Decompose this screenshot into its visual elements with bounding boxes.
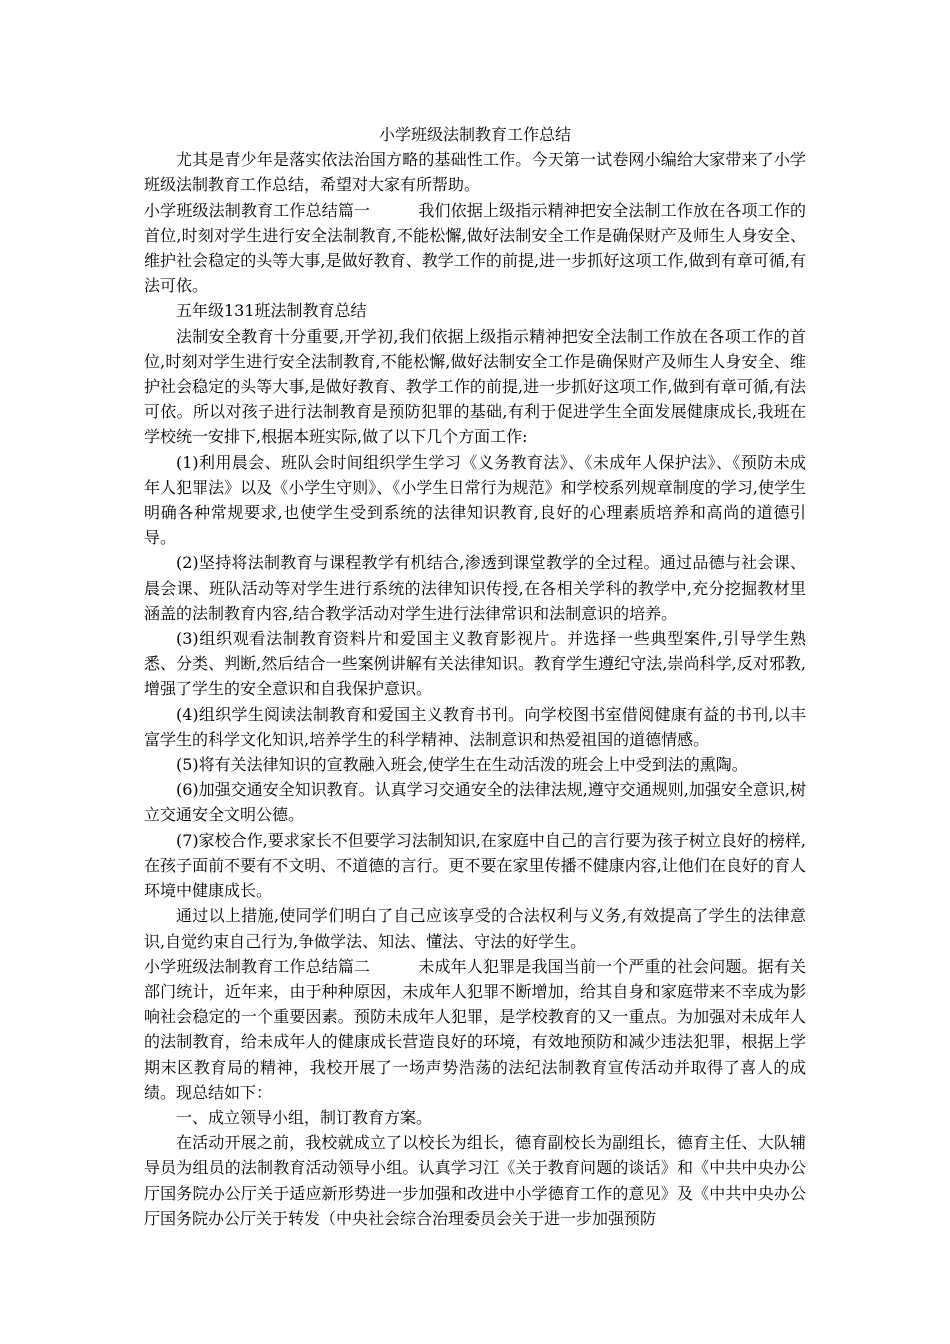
section1-body: 法制安全教育十分重要,开学初,我们依据上级指示精神把安全法制工作放在各项工作的首位,时刻对学生进行安全法制教育,不能松懈,做好法制安全工作是确保财产及师生人身安全、维护社会稳定的头等大事,是做好教育、教学工作的前提,进一步抓好这项工作,做到有章可循,有法可依。所以对孩子进行法制教育是预防犯罪的基础,有利于促进学生全面发展健康成长,我班在学校统一安排下,根据本班实际,做了以下几个方面工作:	[144, 326, 806, 447]
document-page	[144, 122, 806, 1231]
section2-lead-text: 未成年人犯罪是我国当前一个严重的社会问题。据有关部门统计，近年来，由于种种原因，未成年人犯罪不断增加，给其自身和家庭带来不幸成为影响社会稳定的一个重要因素。预防未成年人犯罪，是学校教育的又一重点。为加强对未成年人的法制教育，给未成年人的健康成长营造良好的环境，有效地预防和减少违法犯罪，根据上学期末区教育局的精神，我校开展了一场声势浩荡的法纪法制教育宣传活动并取得了喜人的成绩。现总结如下：	[144, 956, 806, 1102]
list-item: (6)加强交通安全知识教育。认真学习交通安全的法律法规,遵守交通规则,加强安全意识,树立交通安全文明公德。	[144, 780, 806, 825]
section1-lead-paragraph	[144, 198, 806, 299]
list-item: (2)坚持将法制教育与课程教学有机结合,渗透到课堂教学的全过程。通过品德与社会课、晨会课、班队活动等对学生进行系统的法律知识传授,在各相关学科的教学中,充分挖掘教材里涵盖的法制教育内容,结合教学活动对学生进行法律常识和法制意识的培养。	[144, 553, 806, 623]
section1-heading: 小学班级法制教育工作总结篇一	[144, 200, 371, 220]
section1-conclusion: 通过以上措施,使同学们明白了自己应该享受的合法权利与义务,有效提高了学生的法律意识,自觉约束自己行为,争做学法、知法、懂法、守法的好学生。	[144, 906, 806, 951]
section1-lead-text: 我们依据上级指示精神把安全法制工作放在各项工作的首位,时刻对学生进行安全法制教育,不能松懈,做好法制安全工作是确保财产及师生人身安全、维护社会稳定的头等大事,是做好教育、教学工作的前提,进一步抓好这项工作,做到有章可循,有法可依。	[144, 200, 806, 296]
section1-subtitle: 五年级131班法制教育总结	[176, 301, 367, 321]
section2-lead-paragraph	[144, 954, 806, 1105]
list-item: (1)利用晨会、班队会时间组织学生学习《义务教育法》、《未成年人保护法》、《预防未成年人犯罪法》以及《小学生守则》、《小学生日常行为规范》和学校系列规章制度的学习,使学生明确各种常规要求,也使学生受到系统的法律知识教育,良好的心理素质培养和高尚的道德引导。	[144, 452, 806, 548]
section2-point1-heading: 一、成立领导小组，制订教育方案。	[176, 1107, 433, 1127]
section2-point1-body: 在活动开展之前，我校就成立了以校长为组长，德育副校长为副组长，德育主任、大队辅导员为组员的法制教育活动领导小组。认真学习江《关于教育问题的谈话》和《中共中央办公厅国务院办公厅关于适应新形势进一步加强和改进中小学德育工作的意见》及《中共中央办公厅国务院办公厅关于转发（中央社会综合治理委员会关于进一步加强预防	[144, 1133, 806, 1228]
intro-paragraph: 尤其是青少年是落实依法治国方略的基础性工作。今天第一试卷网小编给大家带来了小学班级法制教育工作总结，希望对大家有所帮助。	[144, 150, 806, 195]
list-item: (3)组织观看法制教育资料片和爱国主义教育影视片。并选择一些典型案件,引导学生熟悉、分类、判断,然后结合一些案例讲解有关法律知识。教育学生遵纪守法,崇尚科学,反对邪教,增强了学生的安全意识和自我保护意识。	[144, 629, 806, 699]
list-item: (7)家校合作,要求家长不但要学习法制知识,在家庭中自己的言行要为孩子树立良好的榜样,在孩子面前不要有不文明、不道德的言行。更不要在家里传播不健康内容,让他们在良好的育人环境中健康成长。	[144, 830, 806, 901]
document-title: 小学班级法制教育工作总结	[378, 125, 571, 144]
list-item: (4)组织学生阅读法制教育和爱国主义教育书刊。向学校图书室借阅健康有益的书刊,以丰富学生的科学文化知识,培养学生的科学精神、法制意识和热爱祖国的道德情感。	[144, 704, 806, 749]
section2-heading: 小学班级法制教育工作总结篇二	[144, 956, 371, 976]
list-item: (5)将有关法律知识的宣教融入班会,使学生在生动活泼的班会上中受到法的熏陶。	[176, 755, 748, 775]
